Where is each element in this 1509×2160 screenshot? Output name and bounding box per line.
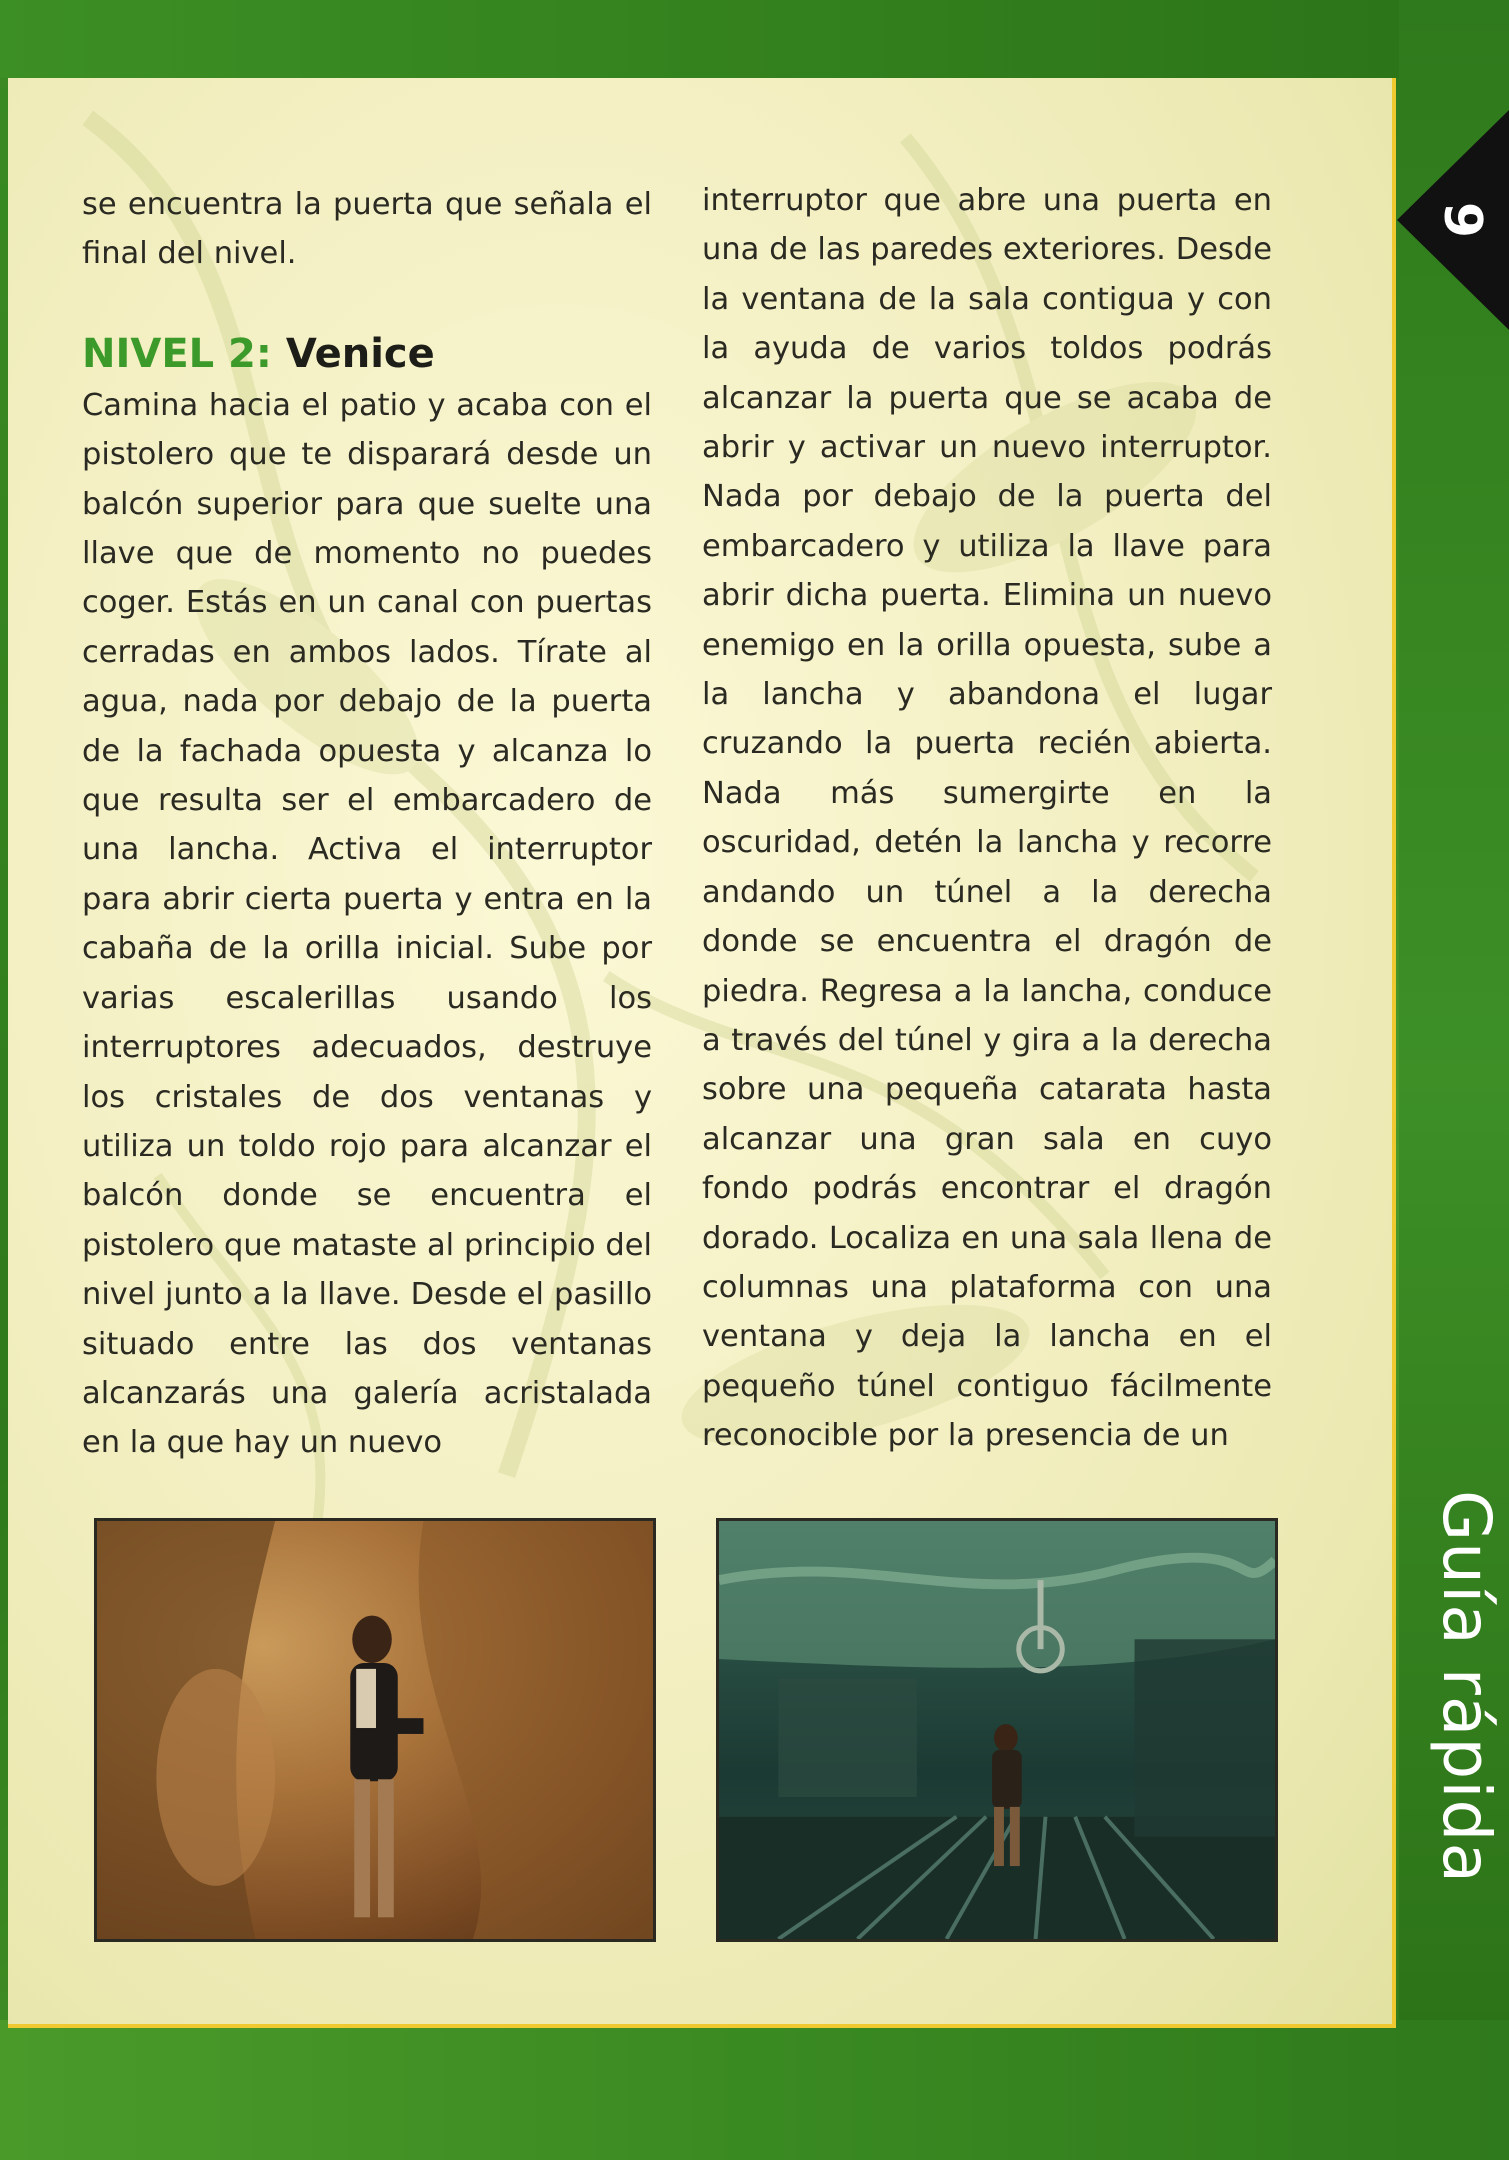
walkthrough-paragraph-right: interruptor que abre una puerta en una de las paredes exteriores. Desde la ventana de la sala contigua y con la ayuda de varios toldos podrás alcanzar la puerta que se acaba de abrir y activar un nuevo interruptor. Nada por debajo de la puerta del embarcadero y utiliza la llave para abrir dicha puerta. Elimina un nuevo enemigo en la orilla opuesta, sube a la lancha y abandona el lugar cruzando la puerta recién abierta. Nada más sumergirte en la oscuridad, detén la lancha y recorre andando un túnel a la derecha donde se encuentra el dragón de piedra. Regresa a la lancha, conduce a través del túnel y gira a la derecha sobre una pequeña catarata hasta alcanzar una gran sala en cuyo fondo podrás encontrar el dragón dorado. Localiza en una sala llena de columnas una plataforma con una ventana y deja la lancha en el pequeño túnel contiguo fácilmente reconocible por la presencia de un xyxy=(702,183,1272,1454)
level-name: Venice xyxy=(285,330,435,377)
intro-paragraph: se encuentra la puerta que señala el final del nivel. xyxy=(82,187,652,272)
right-text-column xyxy=(702,176,1272,1461)
walkthrough-paragraph-left: Camina hacia el patio y acaba con el pistolero que te disparará desde un balcón superior para que suelte una llave que de momento no puedes coger. Estás en un canal con puertas cerradas en ambos lados. Tírate al agua, nada por debajo de la puerta de la fachada opuesta y alcanza lo que resulta ser el embarcadero de una lancha. Activa el interruptor para abrir cierta puerta y entra en la cabaña de la orilla inicial. Sube por varias escalerillas usando los interruptores adecuados, destruye los cristales de dos ventanas y utiliza un toldo rojo para alcanzar el balcón donde se encuentra el pistolero que mataste al principio del nivel junto a la llave. Desde el pasillo situado entre las dos ventanas alcanzarás una galería acristalada en la que hay un nuevo xyxy=(82,387,652,1461)
left-text-column xyxy=(82,180,652,1468)
level-heading xyxy=(82,329,652,379)
cave-scene-image xyxy=(97,1521,653,1939)
bottom-green-band xyxy=(0,2020,1509,2160)
character-figure xyxy=(350,1616,423,1918)
screenshot-cave-lara xyxy=(94,1518,656,1942)
screenshot-dark-room xyxy=(716,1518,1278,1942)
page-number: 9 xyxy=(1432,201,1492,239)
dark-room-scene-image xyxy=(719,1521,1275,1939)
top-green-band xyxy=(0,0,1509,78)
level-number: NIVEL 2: xyxy=(82,330,272,377)
section-side-title-text: Guía rápida xyxy=(1428,1490,1505,1884)
